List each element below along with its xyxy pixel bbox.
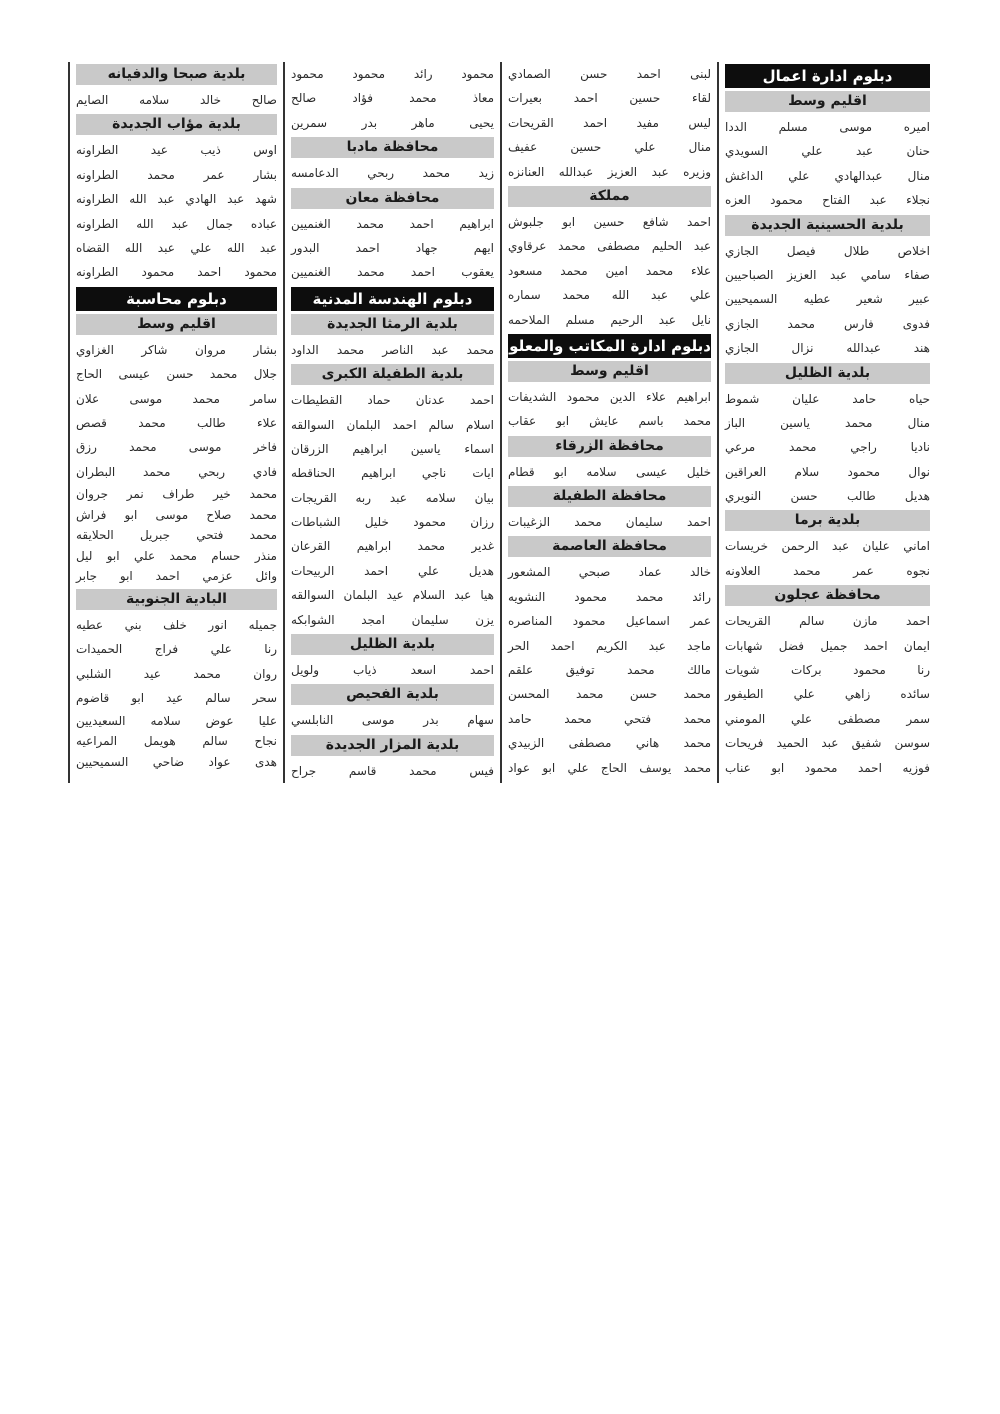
name-entry: نجلاء عبد الفتاح محمود العزه xyxy=(725,193,930,208)
name-list-columns xyxy=(66,62,936,783)
name-entry: منذر حسام محمد علي ابو ليل xyxy=(76,548,277,563)
name-entry: صالح خالد سلامه الصايم xyxy=(76,93,277,107)
name-entry: يعقوب احمد محمد الغنميين xyxy=(291,265,494,280)
name-entry: سحر سالم عيد ابو قاضوم xyxy=(76,691,277,706)
name-entry: مالك محمد توفيق علقم xyxy=(508,663,711,678)
section-heading: بلدية برما xyxy=(725,510,930,531)
name-entry: ابراهيم علاء الدين محمود الشديفات xyxy=(508,389,711,404)
name-entry: رائد محمد محمود النشويه xyxy=(508,589,711,604)
section-heading: بلدية الظليل xyxy=(291,634,494,655)
column-2 xyxy=(479,62,719,783)
name-entry: حنان عبد علي السويدي xyxy=(725,144,930,159)
name-entry: هديل علي احمد الربيحات xyxy=(291,563,494,578)
name-entry: منال محمد ياسين الباز xyxy=(725,415,930,430)
name-entry: منال علي حسين عفيف xyxy=(508,140,711,155)
name-entry: فدوى فارس محمد الجازي xyxy=(725,316,930,331)
name-entry: عبد الحليم مصطفى محمد عرقاوي xyxy=(508,239,711,254)
section-heading: بلدية مؤاب الجديدة xyxy=(76,114,277,135)
name-entry: ماجد عبد الكريم احمد الحر xyxy=(508,638,711,653)
section-heading: اقليم وسط xyxy=(508,361,711,382)
name-entry: محمد هاني مصطفى الزبيدي xyxy=(508,736,711,751)
name-entry: احمد اسعد ذياب ولويل xyxy=(291,663,494,678)
name-entry: سوسن شفيق عبد الحميد فريحات xyxy=(725,736,930,751)
section-heading: البادية الجنوبية xyxy=(76,589,277,610)
name-entry: عليا عوض سلامه السعيديين xyxy=(76,713,277,728)
name-entry: نايل عبد الرحيم مسلم الملاحمه xyxy=(508,312,711,327)
name-entry: محمد عبد الناصر محمد الداود xyxy=(291,342,494,357)
name-entry: محمود رائد محمود محمود xyxy=(291,67,494,81)
name-entry: محمد خير طراف نمر جروان xyxy=(76,487,277,502)
name-entry: سائده زاهي علي الطيفور xyxy=(725,687,930,702)
name-entry: اميره موسى مسلم الددا xyxy=(725,120,930,134)
name-entry: معاذ محمد فؤاد صالح xyxy=(291,91,494,106)
name-entry: فادي ربحي محمد البطران xyxy=(76,464,277,479)
name-entry: ايمان احمد جميل فضل شهابات xyxy=(725,638,930,653)
name-entry: ايهم جهاد احمد البدور xyxy=(291,240,494,255)
section-heading: محافظة مادبا xyxy=(291,137,494,158)
name-entry: نجاح سالم هويمل المراعيه xyxy=(76,734,277,749)
name-entry: احمد مازن سالم القريحات xyxy=(725,614,930,629)
column-3 xyxy=(285,62,502,783)
name-entry: اوس ذيب عيد الطراونه xyxy=(76,143,277,158)
section-heading: محافظة العاصمة xyxy=(508,536,711,557)
name-entry: محمود احمد محمود الطراونه xyxy=(76,265,277,280)
name-entry: رنا محمود بركات شويات xyxy=(725,663,930,678)
section-heading: بلدية المزار الجديدة xyxy=(291,735,494,756)
name-entry: نوال محمود سلام العراقين xyxy=(725,464,930,479)
name-entry: عباده جمال عبد الله الطراونه xyxy=(76,216,277,231)
section-heading: بلدية الحسينية الجديدة xyxy=(725,215,930,236)
diploma-heading: دبلوم الهندسة المدنية xyxy=(291,287,494,311)
name-entry: اسماء ياسين ابراهيم الزرقان xyxy=(291,441,494,456)
name-entry: بيان سلامه عبد ربه القريجات xyxy=(291,490,494,505)
name-entry: سهام بدر موسى النابلسي xyxy=(291,713,494,728)
section-heading: اقليم وسط xyxy=(76,314,277,335)
name-entry: محمد يوسف الحاج علي ابو عواد xyxy=(508,760,711,775)
name-entry: خالد عماد صبحي المشعور xyxy=(508,565,711,580)
name-entry: يحيى ماهر بدر سمرين xyxy=(291,115,494,130)
name-entry: جميله انور خلف بني عطيه xyxy=(76,618,277,633)
name-entry: رزان محمود خليل الشباطات xyxy=(291,515,494,530)
name-entry: ابراهيم احمد محمد الغنميين xyxy=(291,216,494,231)
name-entry: خليل عيسى سلامه ابو قطام xyxy=(508,464,711,479)
name-entry: يزن سليمان امجد الشوابكه xyxy=(291,612,494,627)
name-entry: محمد فتحي محمد حامد xyxy=(508,711,711,726)
name-entry: علي عبد الله محمد سماره xyxy=(508,288,711,303)
section-heading: بلدية الفحيص xyxy=(291,684,494,705)
section-heading: بلدية صبحا والدفيانه xyxy=(76,64,277,85)
name-entry: منال عبدالهادي علي الداغش xyxy=(725,168,930,183)
section-heading: بلدية الطفيلة الكبرى xyxy=(291,364,494,385)
name-entry: احمد عدنان حماد القطيطات xyxy=(291,393,494,408)
name-entry: زيد محمد ربحي الدعامسه xyxy=(291,166,494,181)
name-entry: هيا عبد السلام عيد البلمان السوالقه xyxy=(291,588,494,603)
section-heading: مملكة xyxy=(508,186,711,207)
section-heading: اقليم وسط xyxy=(725,91,930,112)
name-entry: اخلاص طلال فيصل الجازي xyxy=(725,243,930,258)
name-entry: احمد سليمان محمد الزغيبات xyxy=(508,515,711,530)
section-heading: بلدية الظليل xyxy=(725,363,930,384)
section-heading: محافظة عجلون xyxy=(725,585,930,606)
diploma-heading: دبلوم محاسبة xyxy=(76,287,277,311)
name-entry: هند عبدالله نزال الجازي xyxy=(725,341,930,356)
name-entry: محمد صلاح موسى ابو فراش xyxy=(76,507,277,522)
name-entry: فيس محمد قاسم جراح xyxy=(291,763,494,778)
name-entry: وزيره عبد العزيز عبدالله العنانزه xyxy=(508,164,711,179)
section-heading: بلدية الرمثا الجديدة xyxy=(291,314,494,335)
name-entry: هديل طالب حسن النويري xyxy=(725,489,930,504)
name-entry: محمد فتحي جبريل الحلايقه xyxy=(76,528,277,543)
name-entry: اسلام سالم احمد البلمان السوالقه xyxy=(291,417,494,432)
name-entry: عمر اسماعيل محمود المناصره xyxy=(508,614,711,629)
name-entry: علاء محمد امين محمد مسعود xyxy=(508,263,711,278)
diploma-heading: دبلوم ادارة اعمال xyxy=(725,64,930,88)
name-entry: لقاء حسين احمد بعيرات xyxy=(508,91,711,106)
name-entry: جلال محمد حسن عيسى الحاج xyxy=(76,367,277,382)
name-entry: فاخر موسى محمد رزق xyxy=(76,440,277,455)
name-entry: احمد شافع حسين ابو جلبوش xyxy=(508,214,711,229)
name-entry: حياه حامد عليان شموط xyxy=(725,391,930,406)
name-entry: ناديا راجي محمد مرعي xyxy=(725,440,930,455)
name-entry: فوزيه احمد محمود ابو عناب xyxy=(725,760,930,775)
name-entry: صفاء سامي عبد العزيز الصباحيين xyxy=(725,267,930,282)
name-entry: عبير شعير عطيه السميحيين xyxy=(725,292,930,307)
name-entry: بشار مروان شاكر الغزاوي xyxy=(76,342,277,357)
name-entry: هدى عواد ضاحي السميحيين xyxy=(76,754,277,769)
name-entry: ايات ناجي ابراهيم الحناقطه xyxy=(291,466,494,481)
name-entry: روان محمد عيد الشلبي xyxy=(76,666,277,681)
name-entry: ليس مفيد احمد القريحات xyxy=(508,115,711,130)
column-4 xyxy=(68,62,285,783)
name-entry: وائل عزمي احمد ابو جابر xyxy=(76,569,277,584)
diploma-heading: دبلوم ادارة المكاتب والمعلومات xyxy=(508,334,711,358)
name-entry: شهد عبد الهادي عبد الله الطراونه xyxy=(76,192,277,207)
name-entry: سامر محمد موسى علان xyxy=(76,391,277,406)
name-entry: محمد باسم عايش ابو عقاب xyxy=(508,414,711,429)
section-heading: محافظة الطفيلة xyxy=(508,486,711,507)
name-entry: محمد حسن محمد المحسن xyxy=(508,687,711,702)
column-1 xyxy=(719,62,936,783)
name-entry: اماني عليان عبد الرحمن خريسات xyxy=(725,539,930,554)
section-heading: محافظة الزرقاء xyxy=(508,436,711,457)
name-entry: سمر مصطفى علي المومني xyxy=(725,711,930,726)
name-entry: رنا علي فراج الحميدات xyxy=(76,642,277,657)
name-entry: عبد الله علي عبد الله القضاه xyxy=(76,240,277,255)
name-entry: بشار عمر محمد الطراونه xyxy=(76,167,277,182)
section-heading: محافظة معان xyxy=(291,188,494,209)
name-entry: نجوه عمر محمد العلاونه xyxy=(725,563,930,578)
name-entry: غدير محمد ابراهيم القرعان xyxy=(291,539,494,554)
name-entry: علاء طالب محمد قصص xyxy=(76,415,277,430)
name-entry: لبنى احمد حسن الصمادي xyxy=(508,67,711,81)
